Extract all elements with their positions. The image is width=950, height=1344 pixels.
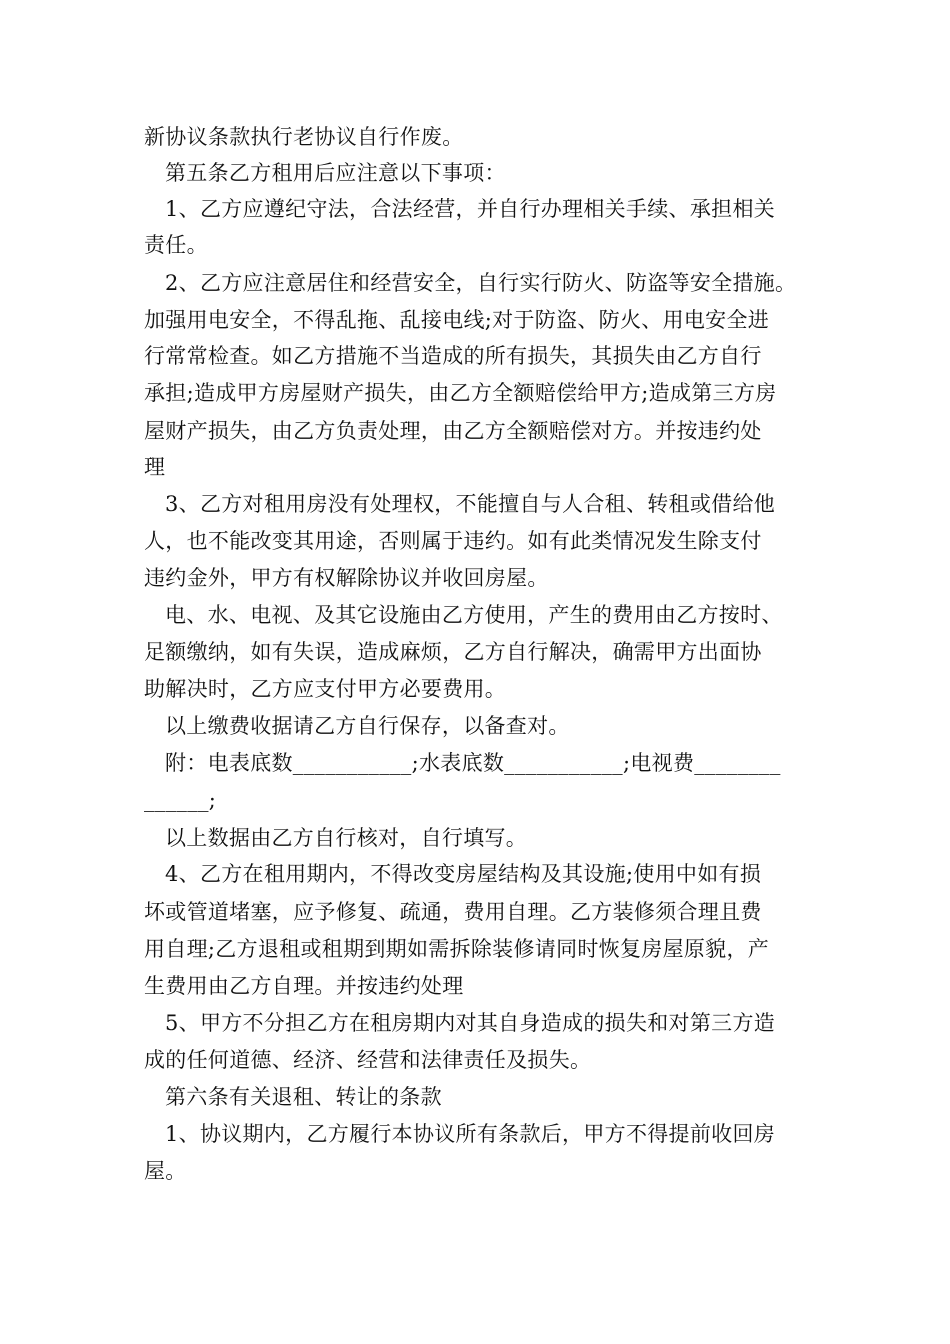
- text-line: 坏或管道堵塞，应予修复、疏通，费用自理。乙方装修须合理且费: [144, 900, 762, 924]
- text-line: 电、水、电视、及其它设施由乙方使用，产生的费用由乙方按时、: [165, 603, 783, 627]
- text-line: 生费用由乙方自理。并按违约处理: [144, 974, 464, 998]
- text-line: 人，也不能改变其用途，否则属于违约。如有此类情况发生除支付: [144, 529, 762, 553]
- text-line: 成的任何道德、经济、经营和法律责任及损失。: [144, 1048, 592, 1072]
- text-line: 以上数据由乙方自行核对，自行填写。: [165, 826, 528, 850]
- text-line: 新协议条款执行老协议自行作废。: [144, 125, 464, 149]
- text-line: 承担;造成甲方房屋财产损失，由乙方全额赔偿给甲方;造成第三方房: [144, 381, 777, 405]
- text-line: 理: [144, 455, 166, 479]
- text-line: 屋财产损失，由乙方负责处理，由乙方全额赔偿对方。并按违约处: [144, 419, 762, 443]
- text-line: 助解决时，乙方应支付甲方必要费用。: [144, 677, 507, 701]
- text-line: 3、乙方对租用房没有处理权，不能擅自与人合租、转租或借给他: [165, 492, 776, 516]
- text-line: 违约金外，甲方有权解除协议并收回房屋。: [144, 566, 549, 590]
- meter-readings-line: ______;: [144, 788, 217, 812]
- text-line: 5、甲方不分担乙方在租房期内对其自身造成的损失和对第三方造: [165, 1011, 776, 1035]
- text-line: 行常常检查。如乙方措施不当造成的所有损失，其损失由乙方自行: [144, 344, 762, 368]
- text-line: 4、乙方在租用期内，不得改变房屋结构及其设施;使用中如有损: [165, 862, 762, 886]
- section-heading: 第五条乙方租用后应注意以下事项：: [165, 161, 506, 185]
- text-line: 屋。: [144, 1159, 187, 1183]
- text-line: 1、协议期内，乙方履行本协议所有条款后，甲方不得提前收回房: [165, 1122, 776, 1146]
- text-line: 1、乙方应遵纪守法，合法经营，并自行办理相关手续、承担相关: [165, 197, 776, 221]
- meter-readings-line: 附：电表底数___________;水表底数___________;电视费________: [165, 751, 781, 775]
- section-heading: 第六条有关退租、转让的条款: [165, 1085, 442, 1109]
- text-line: 2、乙方应注意居住和经营安全，自行实行防火、防盗等安全措施。: [165, 271, 797, 295]
- text-line: 加强用电安全，不得乱拖、乱接电线;对于防盗、防火、用电安全进: [144, 308, 770, 332]
- text-line: 用自理;乙方退租或租期到期如需拆除装修请同时恢复房屋原貌，产: [144, 937, 770, 961]
- text-line: 责任。: [144, 233, 208, 257]
- text-line: 足额缴纳，如有失误，造成麻烦，乙方自行解决，确需甲方出面协: [144, 640, 762, 664]
- text-line: 以上缴费收据请乙方自行保存，以备查对。: [165, 714, 570, 738]
